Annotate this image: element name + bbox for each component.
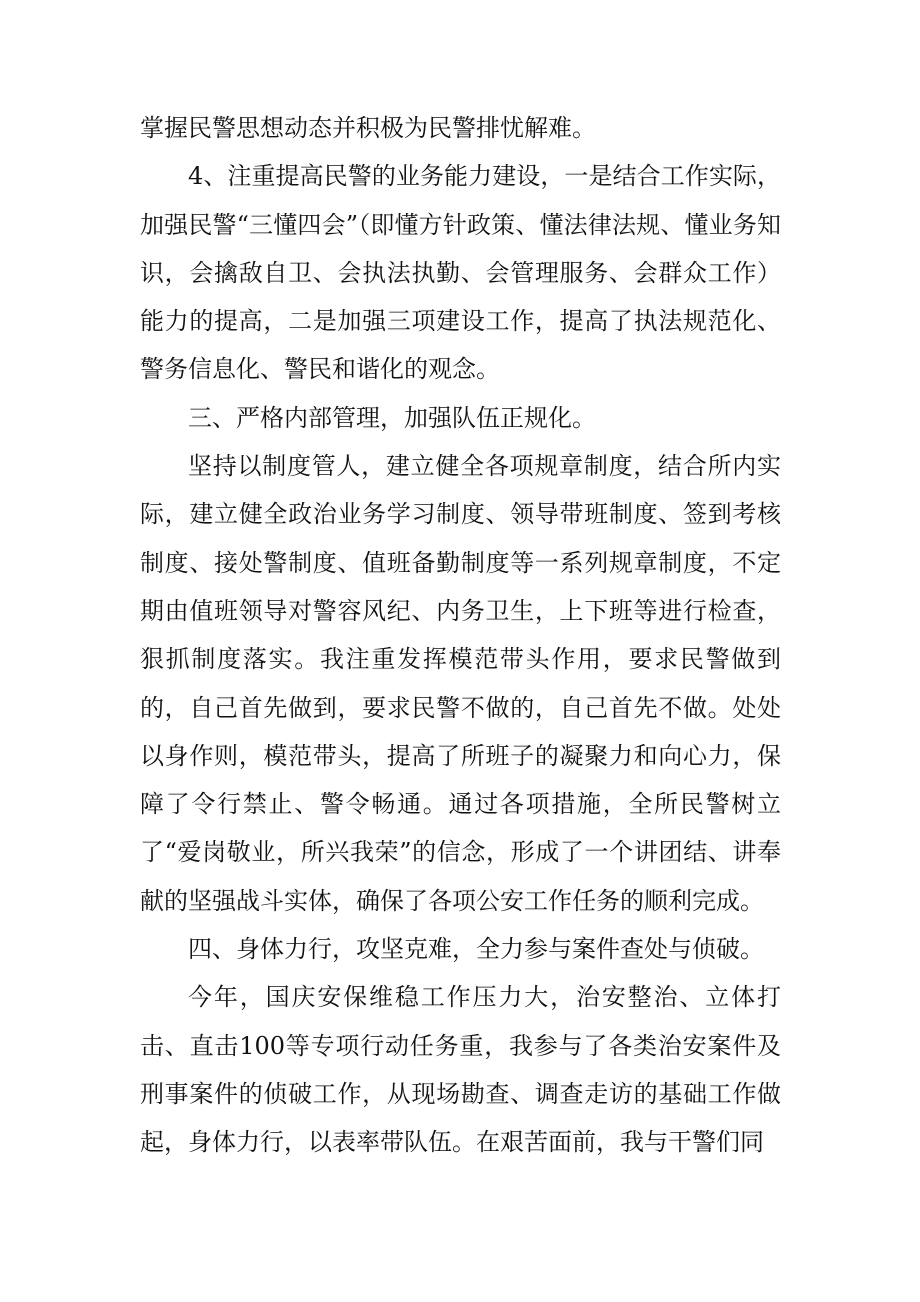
section-heading-case-investigation: 四、身体力行，攻坚克难，全力参与案件查处与侦破。 bbox=[188, 935, 764, 964]
document-body bbox=[140, 104, 781, 1167]
paragraph-business-ability: 4、注重提高民警的业务能力建设，一是结合工作实际，加强民警“三懂四会”（即懂方针政策、懂法律法规、懂业务知识，会擒敌自卫、会执法执勤、会管理服务、会群众工作）能力的提高，二是加强三项建设工作，提高了执法规范化、警务信息化、警民和谐化的观念。 bbox=[140, 162, 781, 384]
paragraph-rules-system: 坚持以制度管人，建立健全各项规章制度，结合所内实际，建立健全政治业务学习制度、领导带班制度、签到考核制度、接处警制度、值班备勤制度等一系列规章制度，不定期由值班领导对警容风纪、内务卫生，上下班等进行检查，狠抓制度落实。我注重发挥模范带头作用，要求民警做到的，自己首先做到，要求民警不做的，自己首先不做。处处以身作则，模范带头，提高了所班子的凝聚力和向心力，保障了令行禁止、警令畅通。通过各项措施，全所民警树立了“爱岗敬业，所兴我荣”的信念，形成了一个讲团结、讲奉献的坚强战斗实体，确保了各项公安工作任务的顺利完成。 bbox=[140, 452, 781, 915]
paragraph-continuation: 掌握民警思想动态并积极为民警排忧解难。 bbox=[140, 114, 596, 142]
paragraph-this-year: 今年，国庆安保维稳工作压力大，治安整治、立体打击、直击100等专项行动任务重，我参与了各类治安案件及刑事案件的侦破工作，从现场勘查、调查走访的基础工作做起，身体力行，以表率带队伍。在艰苦面前，我与干警们同 bbox=[140, 983, 781, 1157]
section-heading-internal-management: 三、严格内部管理，加强队伍正规化。 bbox=[188, 403, 596, 432]
